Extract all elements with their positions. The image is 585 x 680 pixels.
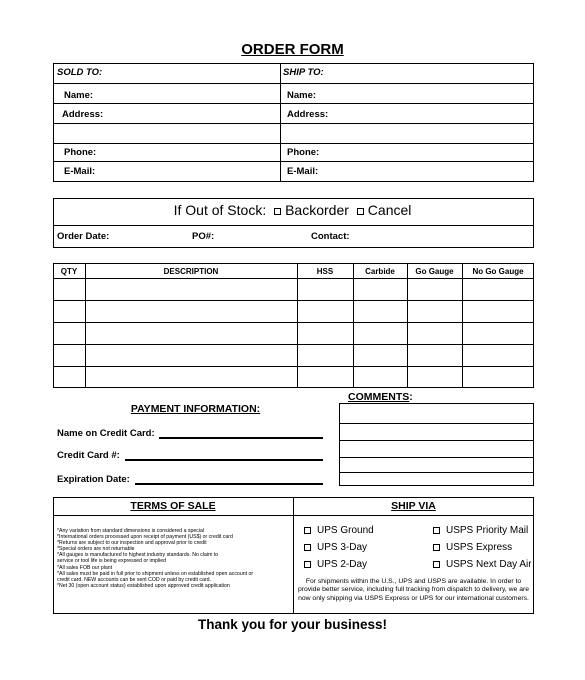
col-qty: QTY <box>60 267 78 276</box>
terms-line: credit card. NEW accounts can be sent COD or paid by credit card. <box>57 576 211 583</box>
backorder-checkbox[interactable] <box>274 208 281 215</box>
order-date-field[interactable]: Order Date: <box>57 231 110 242</box>
stock-prefix: If Out of Stock: <box>173 202 267 218</box>
terms-line: *Special orders are not returnable <box>57 546 135 553</box>
sold-to-header: SOLD TO: <box>57 67 103 78</box>
card-number-label: Credit Card #: <box>57 450 120 461</box>
sold-to-phone-field[interactable]: Phone: <box>64 147 97 158</box>
sold-to-email-field[interactable]: E-Mail: <box>64 166 96 177</box>
cancel-label: Cancel <box>367 202 412 218</box>
terms-line: *All gauges is manufactured to highest industry standards. No claim to <box>57 552 219 559</box>
ship-option-label: UPS 3-Day <box>317 542 368 553</box>
col-go-gauge: Go Gauge <box>415 267 454 276</box>
ship-option-ups-ground[interactable] <box>304 525 374 536</box>
expiration-label: Expiration Date: <box>57 474 130 485</box>
checkbox[interactable] <box>433 561 440 568</box>
ship-option-label: UPS Ground <box>317 525 374 536</box>
checkbox[interactable] <box>304 527 311 534</box>
thank-you-footer: Thank you for your business! <box>197 617 388 632</box>
ship-option-usps-next-day[interactable] <box>433 559 532 570</box>
cancel-checkbox[interactable] <box>357 208 364 215</box>
card-number-field[interactable] <box>125 459 323 461</box>
ship-to-address-field[interactable]: Address: <box>287 109 329 120</box>
ship-option-usps-express[interactable] <box>433 542 512 553</box>
terms-line: *Any variation from standard dimensions is considered a special <box>57 528 205 534</box>
card-name-label: Name on Credit Card: <box>57 428 155 439</box>
contact-field[interactable]: Contact: <box>311 231 350 242</box>
backorder-label: Backorder <box>285 202 349 218</box>
payment-heading: PAYMENT INFORMATION: <box>130 403 261 415</box>
checkbox[interactable] <box>433 527 440 534</box>
sold-to-address-field[interactable]: Address: <box>62 109 104 120</box>
col-no-go-gauge: No Go Gauge <box>472 267 524 276</box>
comments-box[interactable] <box>339 403 534 486</box>
terms-line: service or tool life is being expressed or implied <box>57 558 166 565</box>
terms-line: *Returns are subject to our inspection and approval prior to credit <box>57 540 207 547</box>
checkbox[interactable] <box>433 544 440 551</box>
ship-option-ups-3day[interactable] <box>304 542 367 553</box>
ship-option-label: USPS Express <box>446 542 513 553</box>
stock-options <box>0 202 585 218</box>
ship-via-heading: SHIP VIA <box>391 500 436 512</box>
col-description: DESCRIPTION <box>163 267 219 276</box>
terms-heading: TERMS OF SALE <box>130 500 216 512</box>
col-hss: HSS <box>316 267 334 276</box>
page-title: ORDER FORM <box>241 41 344 58</box>
ship-to-header: SHIP TO: <box>283 67 324 78</box>
ship-to-email-field[interactable]: E-Mail: <box>287 166 319 177</box>
po-field[interactable]: PO#: <box>192 231 215 242</box>
card-name-field[interactable] <box>159 437 323 439</box>
terms-line: *International orders processed upon receipt of payment (US$) or credit card <box>57 534 233 541</box>
comments-colon: : <box>409 391 413 403</box>
ship-option-label: UPS 2-Day <box>317 559 368 570</box>
terms-line: *Net 30 (open account status) established upon approved credit application <box>57 582 230 589</box>
terms-text <box>57 528 295 589</box>
ship-note: For shipments within the U.S., UPS and USPS are available. In order to provide better service, including full tracking from dispatch to delivery, we are now only shipping via USPS Express or UPS for our international customers. <box>297 578 530 602</box>
sold-to-name-field[interactable]: Name: <box>64 90 94 101</box>
ship-option-ups-2day[interactable] <box>304 559 367 570</box>
ship-option-label: USPS Priority Mail <box>446 525 529 536</box>
ship-to-phone-field[interactable]: Phone: <box>287 147 320 158</box>
expiration-field[interactable] <box>135 483 323 485</box>
terms-line: *All sales FOB our plant <box>57 564 113 571</box>
col-carbide: Carbide <box>365 267 395 276</box>
checkbox[interactable] <box>304 561 311 568</box>
ship-option-label: USPS Next Day Air <box>446 559 532 570</box>
terms-line: *All sales must be paid in full prior to shipment unless on established open account or <box>57 570 254 577</box>
checkbox[interactable] <box>304 544 311 551</box>
ship-option-usps-priority[interactable] <box>433 525 528 536</box>
ship-to-name-field[interactable]: Name: <box>287 90 317 101</box>
comments-title: COMMENTS <box>348 391 410 403</box>
comments-heading <box>348 391 413 403</box>
